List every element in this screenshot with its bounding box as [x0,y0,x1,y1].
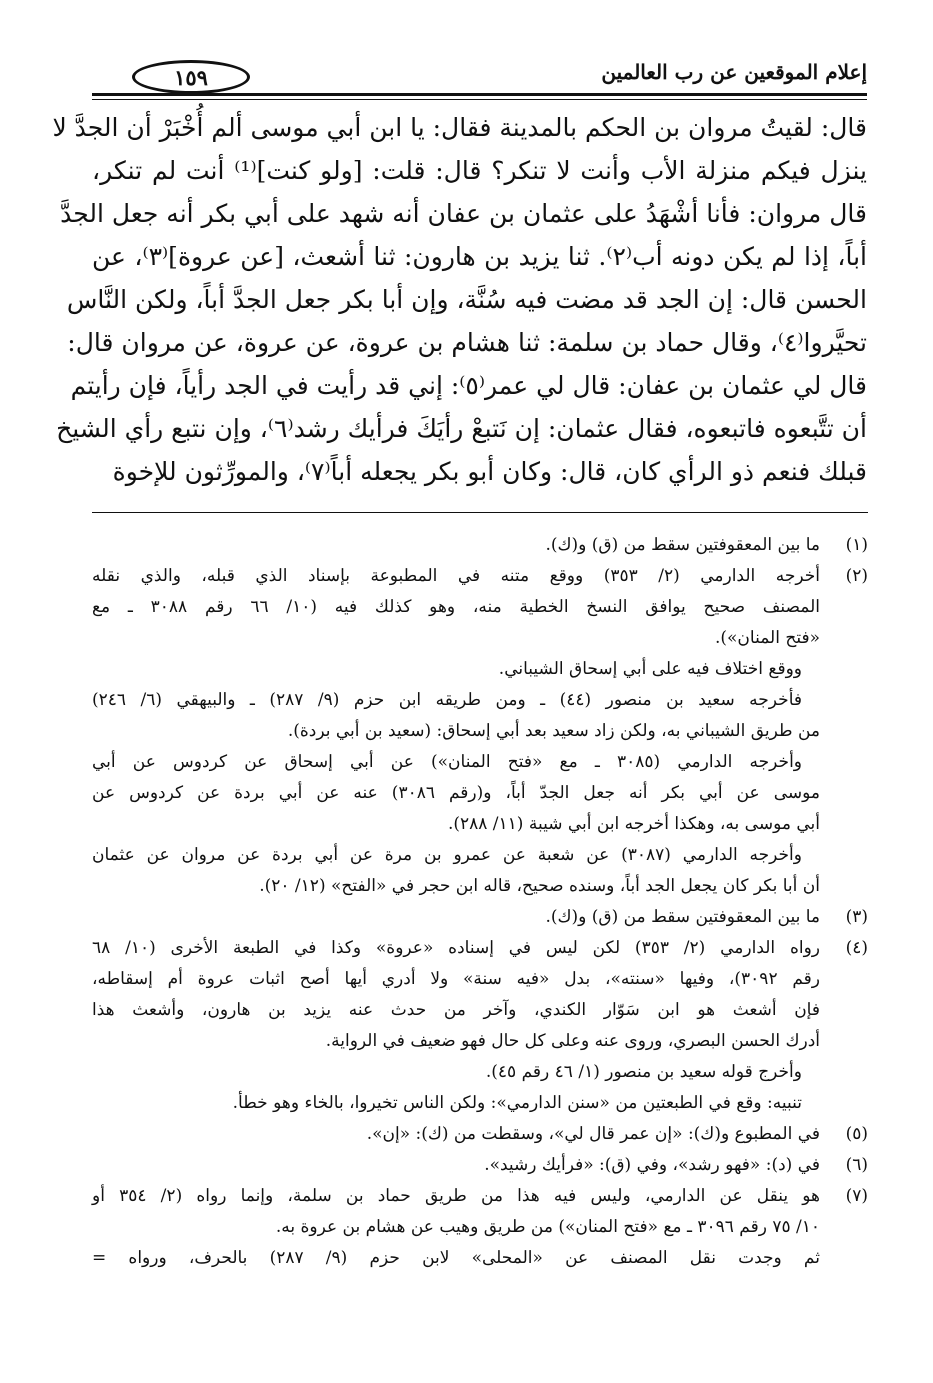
footnote-line: في المطبوع و(ك): «إن عمر قال لي»، وسقطت من (ك): «إن». [366,1124,820,1144]
footnote-line: وأخرج قوله سعيد بن منصور (١/ ٤٦ رقم ٤٥). [485,1062,802,1082]
footnote-line: أن أبا بكر كان يجعل الجد أباً، وسنده صحيح، قاله ابن حجر في «الفتح» (١٢/ ٢٠). [259,876,820,896]
footnote-body [92,1181,820,1243]
footnote [92,933,868,1119]
main-text [52,106,868,493]
main-text-line: أباً، إذا لم يكن دونه أب⁽٢⁾. ثنا يزيد بن هارون: ثنا أشعث، [عن عروة]⁽٣⁾، عن [92,242,867,271]
footnote-line: هو ينقل عن الدارمي، وليس فيه هذا من طريق حماد بن سلمة، وإنما رواه (٢/ ٣٥٤ أو [92,1186,821,1206]
header-rule-thin [92,99,867,100]
footnotes [92,530,868,1274]
footnote-number: (٣) [845,907,868,927]
footnote-line: ما بين المعقوفتين سقط من (ق) و(ك). [545,535,820,555]
footnote-line: تنبيه: وقع في الطبعتين من «سنن الدارمي»: ولكن الناس تخيروا، بالخاء وهو خطأ. [232,1093,802,1113]
main-text-line: قال: لقيتُ مروان بن الحكم بالمدينة فقال: يا ابن أبي موسى ألم أُخْبَرْ أن الجدَّ لا [52,113,867,142]
footnote-line: موسى عن أبي بكر أنه جعل الجدّ أباً، و(رقم ٣٠٨٦) عنه عن أبي بردة عن كردوس عن [92,783,820,803]
footnote-line: ١٠/ ٧٥ رقم ٣٠٩٦ ـ مع «فتح المنان») من طريق وهيب عن هشام بن عروة به. [275,1217,820,1237]
footnote [92,1181,868,1243]
footnote [92,1150,868,1181]
footnote-line: «فتح المنان»). [715,628,820,648]
footnote-line: رواه الدارمي (٢/ ٣٥٣) لكن ليس في إسناده «عروة» وكذا في الطبعة الأخرى (١٠/ ٦٨ [92,938,821,958]
page-number: ١٥٩ [174,64,208,90]
main-text-line: تحيَّروا⁽٤⁾، وقال حماد بن سلمة: ثنا هشام بن عروة، عن عروة، عن مروان قال: [67,328,867,357]
footnote-line: وأخرجه الدارمي (٣٠٨٧) عن شعبة عن عمرو بن مرة عن أبي بردة عن مروان عن عثمان [92,845,802,865]
footnote-line: من طريق الشيباني به، ولكن زاد سعيد بعد أبي إسحاق: (سعيد بن أبي بردة). [287,721,820,741]
footnote-body [92,933,820,1119]
running-title: إعلام الموقعين عن رب العالمين [601,60,867,84]
footnote-number: (١) [845,535,868,555]
footnote-line: ووقع اختلاف فيه على أبي إسحاق الشيباني. [498,659,802,679]
header-rule-thick [92,93,867,96]
main-text-line: قبلك فنعم ذو الرأي كان، قال: وكان أبو بكر يجعله أباً⁽٧⁾، والمورِّثون للإخوة [112,457,867,486]
footnote [92,1119,868,1150]
main-text-line: قال مروان: فأنا أشْهَدُ على عثمان بن عفان أنه شهد على أبي بكر أنه جعل الجدَّ [60,199,867,228]
footnote-number: (٧) [845,1186,868,1206]
footnote-line: فإن أشعث هو ابن سَوّار الكندي، وآخر من حدث عنه يزيد بن هارون، وأشعث هذا [92,1000,820,1020]
footnote [92,902,868,933]
footnote-line: ما بين المعقوفتين سقط من (ق) و(ك). [545,907,820,927]
footnote-body [92,530,820,561]
footnote-line: وأخرجه الدارمي (٣٠٨٥ ـ مع «فتح المنان») عن أبي إسحاق عن كردوس عن أبي [92,752,802,772]
footnote [92,530,868,561]
footnote-line: رقم ٣٠٩٢)، وفيها «سنته»، بدل «فيه سنة» ولا أدري أيها أصح اثبات عروة أم إسقاطه، [92,969,820,989]
footnote-body [92,902,820,933]
footnote-separator [92,512,868,513]
footnote-number: (٦) [845,1155,868,1175]
footnote-body [92,1119,820,1150]
footnote-line: أخرجه الدارمي (٢/ ٣٥٣) ووقع متنه في المطبوعة بإسناد الذي قبله، والذي نقله [92,566,820,586]
footnote-line: في (د): «فهو رشد»، وفي (ق): «فرأيك رشيد». [484,1155,820,1175]
footnote-line: المصنف صحيح يوافق النسخ الخطية منه، وهو كذلك فيه (١٠/ ٦٦ رقم ٣٠٨٨ ـ مع [92,597,820,617]
footnote-number: (٥) [845,1124,868,1144]
footnote-line: فأخرجه سعيد بن منصور (٤٤) ـ ومن طريقه ابن حزم (٩/ ٢٨٧) ـ والبيهقي (٦/ ٢٤٦) [92,690,802,710]
page-number-badge [132,60,250,94]
main-text-line: أن تتَّبعوه فاتبعوه، فقال عثمان: إن نَتبعْ رأيَكَ فرأيك رشد⁽٦⁾، وإن نتبع رأي الشيخ [56,414,867,443]
page-header [92,46,867,96]
main-text-line: الحسن قال: إن الجد قد مضت فيه سُنَّة، وإن أبا بكر جعل الجدَّ أباً، ولكن النَّاس [66,285,867,314]
footnote-body [92,561,820,902]
footnote-body [92,1150,820,1181]
main-text-line: ينزل فيكم منزلة الأب وأنت لا تنكر؟ قال: قلت: [ولو كنت]⁽¹⁾ أنت لم تنكر، [92,156,868,185]
footnote-line: أبي موسى به، وهكذا أخرجه ابن أبي شيبة (١١/ ٢٨٨). [447,814,820,834]
footnote-number: (٤) [845,938,868,958]
footnote [92,561,868,902]
footnote-continuation-line: ثم وجدت نقل المصنف عن «المحلى» لابن حزم (٩/ ٢٨٧) بالحرف، ورواه = [92,1248,820,1268]
footnote-line: أدرك الحسن البصري، وروى عنه وعلى كل حال فهو ضعيف في الرواية. [325,1031,820,1051]
main-text-line: قال لي عثمان بن عفان: قال لي عمر⁽٥⁾: إني قد رأيت في الجد رأياً، فإن رأيتم [70,371,867,400]
footnote-number: (٢) [845,566,868,586]
